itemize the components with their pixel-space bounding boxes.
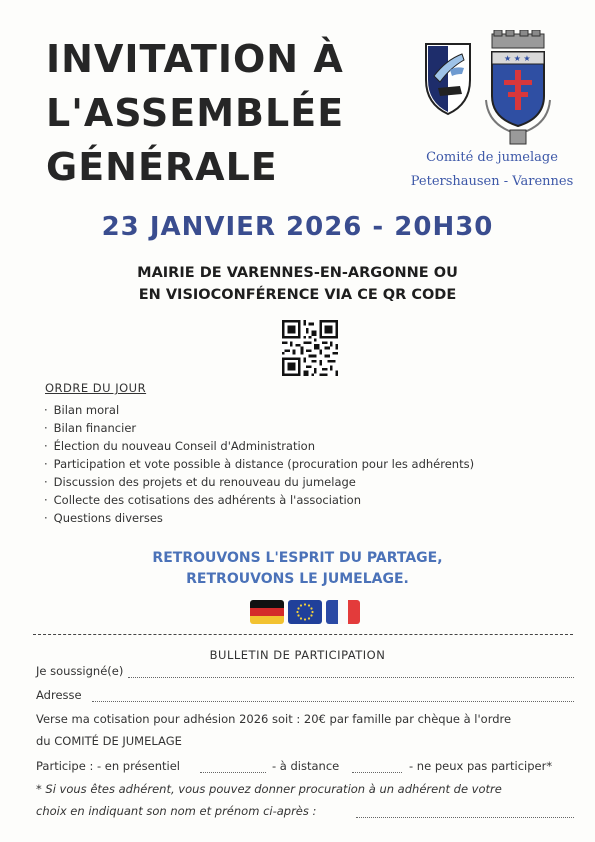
agenda-item: · Questions diverses <box>44 509 474 527</box>
onsite-mark[interactable] <box>200 772 266 773</box>
proxy-name-input[interactable] <box>356 817 574 818</box>
fee-line-2: du COMITÉ DE JUMELAGE <box>36 734 182 748</box>
slogan-line-1: RETROUVONS L'ESPRIT DU PARTAGE, <box>152 550 443 566</box>
germany-flag-icon <box>250 600 284 624</box>
title-line-2: L'ASSEMBLÉE <box>46 91 345 135</box>
venue-line-1: MAIRIE DE VARENNES-EN-ARGONNE OU <box>137 265 458 281</box>
qr-code-icon[interactable] <box>282 320 338 376</box>
participate-absent-option[interactable]: - ne peux pas participer* <box>409 759 553 773</box>
club-name-line-1: Comité de jumelage <box>426 150 558 165</box>
club-name-line-2: Petershausen - Varennes <box>410 174 574 189</box>
address-label: Adresse <box>36 688 82 702</box>
qr-code-graphic <box>282 320 338 376</box>
event-date: 23 JANVIER 2026 - 20H30 <box>101 212 494 242</box>
agenda-item: · Bilan financier <box>44 419 474 437</box>
venue-line-2: EN VISIOCONFÉRENCE VIA CE QR CODE <box>138 287 457 303</box>
title-line-3: GÉNÉRALE <box>46 145 278 189</box>
agenda-item: · Collecte des cotisations des adhérents à l'association <box>44 491 474 509</box>
proxy-note-line-1: * Si vous êtes adhérent, vous pouvez donner procuration à un adhérent de votre <box>36 782 502 796</box>
agenda-list <box>44 401 474 527</box>
agenda-item: · Élection du nouveau Conseil d'Administration <box>44 437 474 455</box>
varennes-coat-of-arms-icon <box>486 30 550 144</box>
agenda-item: · Participation et vote possible à distance (procuration pour les adhérents) <box>44 455 474 473</box>
agenda-item: · Discussion des projets et du renouveau du jumelage <box>44 473 474 491</box>
petershausen-coat-of-arms-icon <box>426 44 470 114</box>
club-name <box>392 146 592 194</box>
cut-line <box>33 634 573 635</box>
svg-text:★ ★ ★: ★ ★ ★ <box>504 54 531 63</box>
address-input[interactable] <box>92 701 574 702</box>
page-title <box>46 32 344 194</box>
coats-of-arms <box>424 30 554 148</box>
agenda-item: · Bilan moral <box>44 401 474 419</box>
bulletin-title: BULLETIN DE PARTICIPATION <box>209 648 386 662</box>
agenda-title: ORDRE DU JOUR <box>45 381 147 395</box>
signed-input[interactable] <box>128 677 574 678</box>
participate-remote-option[interactable]: - à distance <box>272 759 340 773</box>
eu-flag-icon <box>288 600 322 624</box>
fee-line-1: Verse ma cotisation pour adhésion 2026 soit : 20€ par famille par chèque à l'ordre <box>36 712 512 726</box>
proxy-note-line-2: choix en indiquant son nom et prénom ci-après : <box>36 804 317 818</box>
france-flag-icon <box>326 600 360 624</box>
slogan-line-2: RETROUVONS LE JUMELAGE. <box>186 571 409 587</box>
club-logos <box>424 30 554 148</box>
participate-onsite-option[interactable]: Participe : - en présentiel <box>36 759 180 773</box>
remote-mark[interactable] <box>352 772 402 773</box>
event-venue <box>0 262 595 306</box>
signed-label: Je soussigné(e) <box>36 664 124 678</box>
title-line-1: INVITATION À <box>46 37 344 81</box>
slogan <box>0 548 595 590</box>
